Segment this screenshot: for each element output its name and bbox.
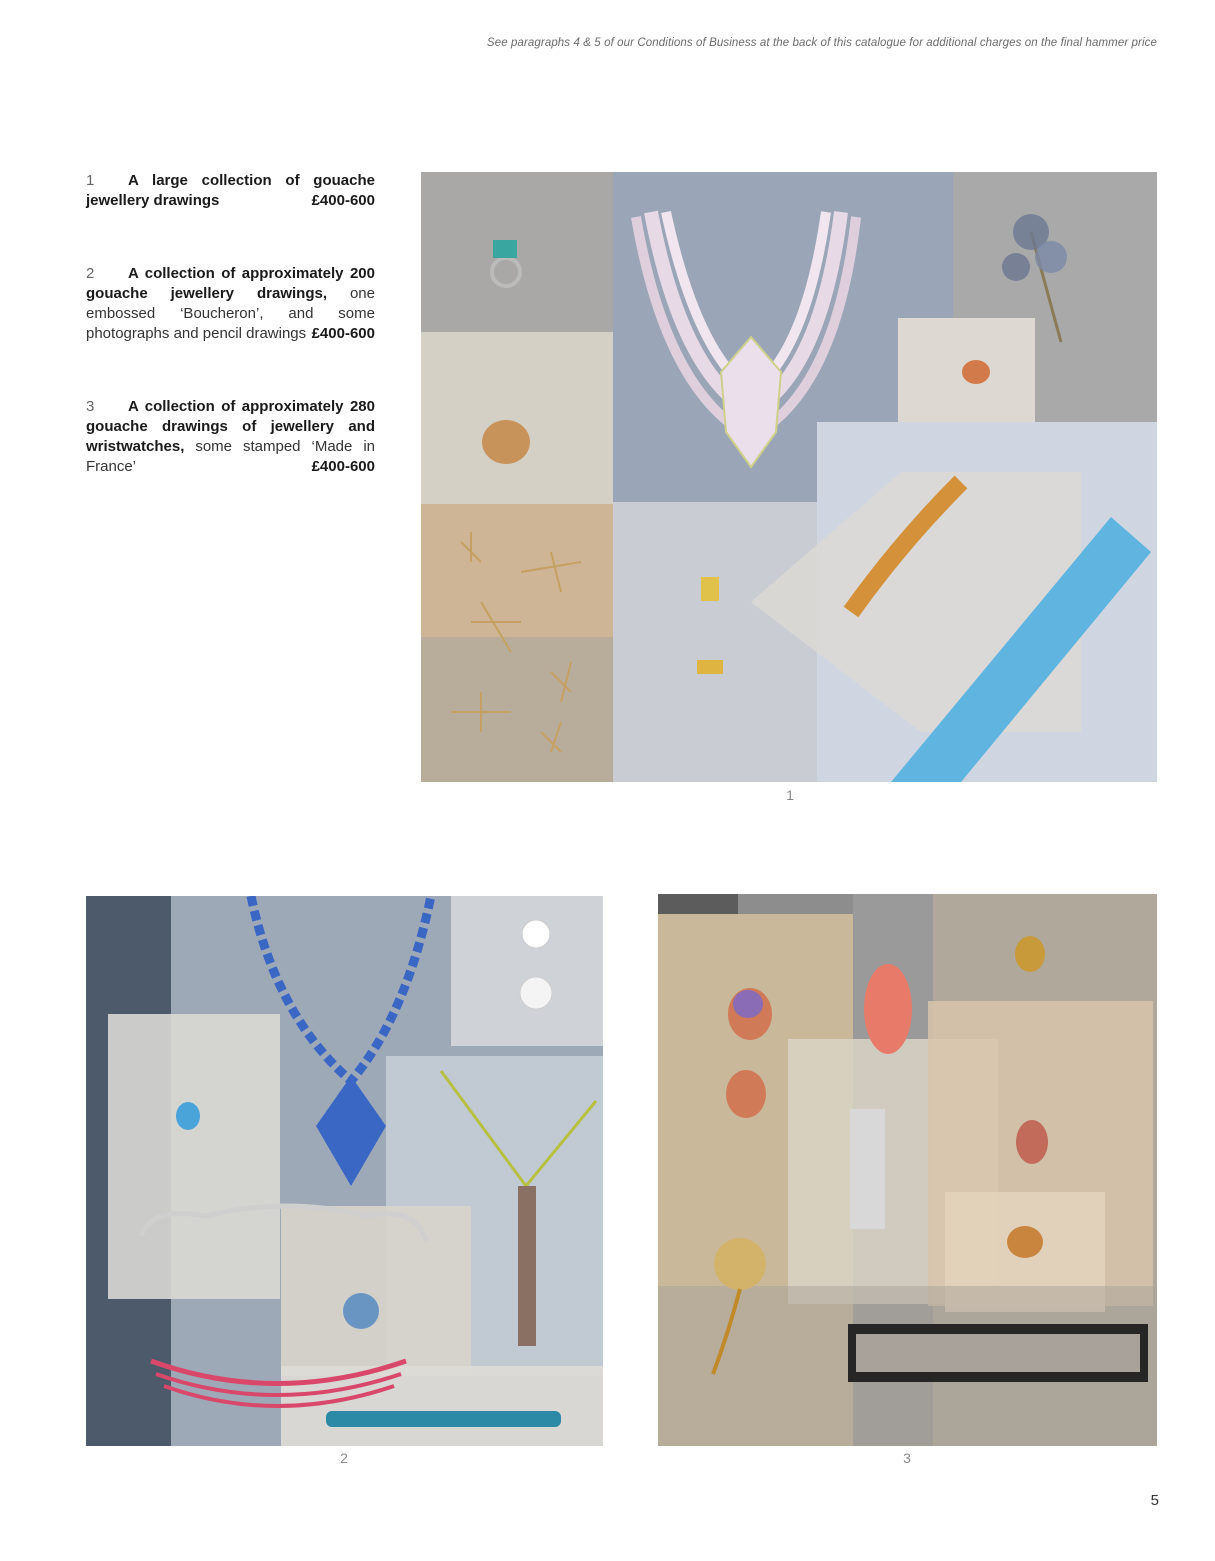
diamond-bracelet-drawing	[850, 1109, 885, 1229]
lot-2-photo	[86, 896, 603, 1446]
lot-title: A collection of approximately 200 gouache jewellery drawings,	[86, 265, 375, 302]
lot-number: 3	[86, 398, 95, 415]
aquamarine-bracelet-drawing	[326, 1411, 561, 1427]
lot-1-photo	[421, 172, 1157, 782]
pearl-ring-drawing	[522, 920, 550, 948]
lot-estimate: £400-600	[311, 458, 375, 475]
plaque-ring-drawing	[697, 660, 723, 674]
dome-ring-drawing	[962, 360, 990, 384]
shell-brooch-drawing	[482, 420, 530, 464]
onyx-coral-bracelet-drawing	[848, 1324, 1148, 1382]
page-number: 5	[1150, 1492, 1159, 1509]
topaz-ring-drawing	[176, 1102, 200, 1130]
lot-title: A large collection of gouache jewellery drawings	[86, 172, 375, 209]
lot-estimate: £400-600	[311, 192, 375, 209]
photo-3-caption: 3	[903, 1450, 911, 1466]
lot-3	[86, 397, 375, 477]
yellow-ring-drawing	[701, 577, 719, 601]
cluster-ring-drawing	[1007, 1226, 1043, 1258]
gem-ring-drawing	[1015, 936, 1045, 972]
lot-number: 2	[86, 265, 95, 282]
photo-1-caption: 1	[786, 787, 794, 803]
lot-3-photo	[658, 894, 1157, 1446]
photo-2-caption: 2	[340, 1450, 348, 1466]
lot-estimate: £400-600	[311, 325, 375, 342]
coral-drop-pendant-drawing	[864, 964, 912, 1054]
gem-spray-brooch-drawing	[343, 1293, 379, 1329]
conditions-note: See paragraphs 4 & 5 of our Conditions of Business at the back of this catalogue for additional charges on the final hammer price	[486, 37, 1157, 49]
lot-description: one embossed ‘Boucheron’, and some photographs and pencil drawings	[86, 285, 375, 342]
pearl-cluster-drawing	[520, 977, 552, 1009]
ruby-ring-drawing	[1016, 1120, 1048, 1164]
coral-ring-drawing	[726, 1070, 766, 1118]
lot-title: A collection of approximately 280 gouache drawings of jewellery and wristwatches,	[86, 398, 375, 455]
lot-description: some stamped ‘Made in France’	[86, 438, 375, 475]
lot-number: 1	[86, 172, 95, 189]
lot-1	[86, 171, 375, 211]
lot-2	[86, 264, 375, 344]
